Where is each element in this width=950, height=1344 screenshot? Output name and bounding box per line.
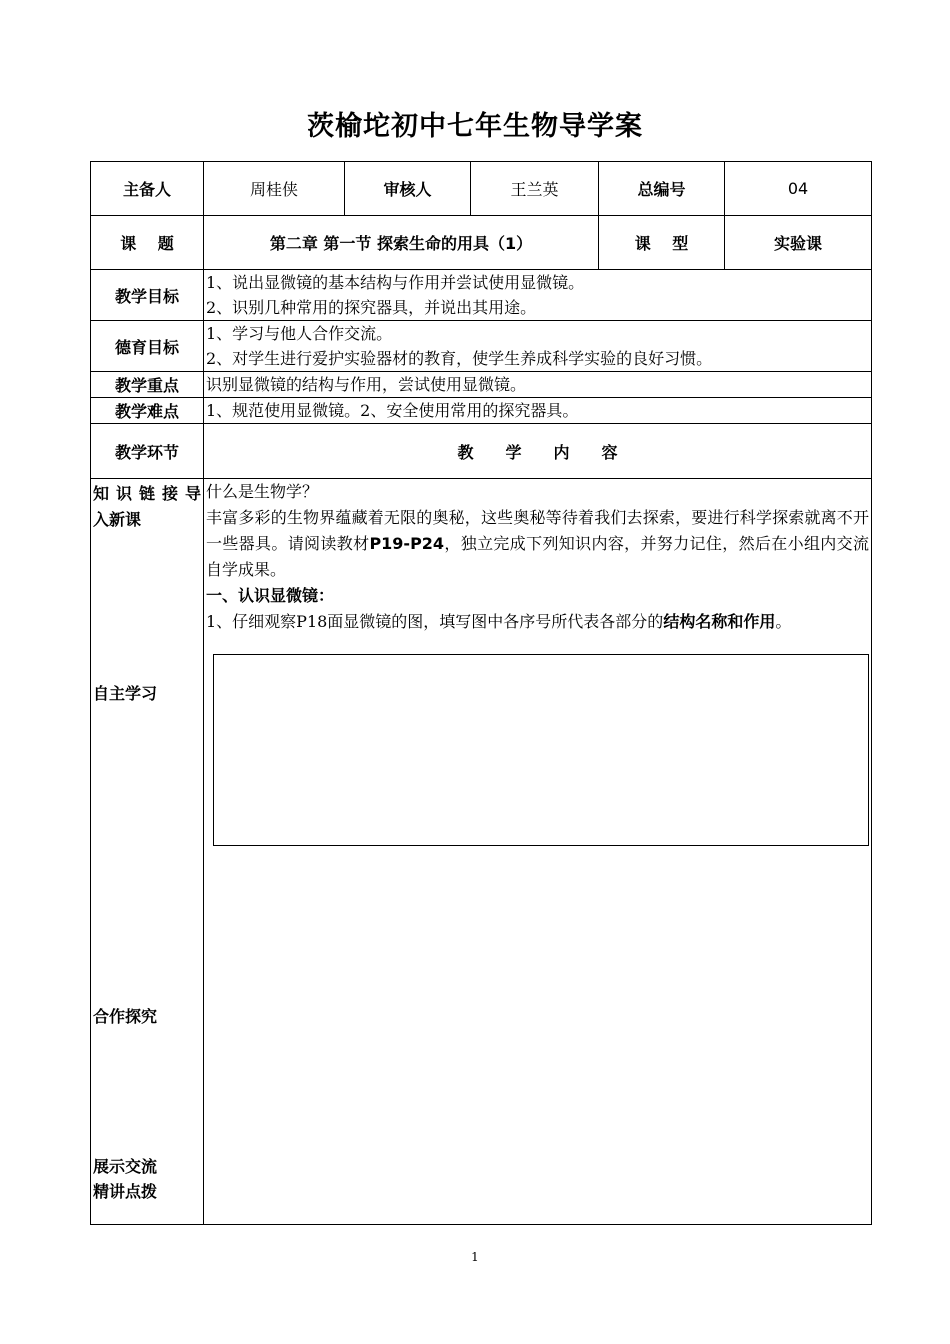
moral-objectives-row bbox=[91, 321, 872, 372]
difficulty-text: 1、规范使用显微镜。2、安全使用常用的探究器具。 bbox=[204, 398, 872, 424]
stage-column bbox=[91, 479, 204, 1225]
serial-value: 04 bbox=[725, 162, 872, 216]
content-column bbox=[204, 479, 872, 1225]
document-title: 茨榆坨初中七年生物导学案 bbox=[307, 111, 643, 142]
intro-paragraph-part: 丰富多彩的生物界蕴藏着无限的奥秘，这些奥秘等待着我们去探索，要进行科学探索就离不开一些器具。请阅读教材 bbox=[206, 508, 869, 553]
task-item-text: 。 bbox=[775, 612, 792, 631]
type-label: 课 型 bbox=[599, 216, 725, 270]
preparer-label: 主备人 bbox=[91, 162, 204, 216]
task-item-text: 1、仔细观察P18面显微镜的图，填写图中各序号所代表各部分的 bbox=[206, 612, 664, 631]
difficulty-row bbox=[91, 398, 872, 424]
topic-label: 课 题 bbox=[91, 216, 204, 270]
key-points-label: 教学重点 bbox=[91, 372, 204, 398]
teaching-objectives-label: 教学目标 bbox=[91, 270, 204, 321]
reviewer-value: 王兰英 bbox=[471, 162, 599, 216]
stage-self-study-label: 自主学习 bbox=[93, 684, 158, 703]
serial-label: 总编号 bbox=[599, 162, 725, 216]
textbook-pages: P19-P24 bbox=[369, 534, 445, 553]
preparer-value: 周桂侠 bbox=[204, 162, 345, 216]
teaching-objectives-text bbox=[204, 270, 872, 321]
teaching-objective-item: 2、识别几种常用的探究器具，并说出其用途。 bbox=[206, 298, 537, 317]
moral-objectives-label: 德育目标 bbox=[91, 321, 204, 372]
microscope-figure-box bbox=[213, 654, 869, 846]
section-header-row bbox=[91, 424, 872, 479]
moral-objective-item: 1、学习与他人合作交流。 bbox=[206, 324, 393, 343]
topic-row bbox=[91, 216, 872, 270]
moral-objective-item: 2、对学生进行爱护实验器材的教育，使学生养成科学实验的良好习惯。 bbox=[206, 349, 713, 368]
stage-label: 教学环节 bbox=[91, 424, 204, 479]
body-row bbox=[91, 479, 872, 1225]
task-item-1 bbox=[204, 609, 871, 635]
teaching-objective-item: 1、说出显微镜的基本结构与作用并尝试使用显微镜。 bbox=[206, 273, 585, 292]
intro-paragraph-part: ，独立完成下列知识内容，并努力记住，然后在小组内交流自学成果。 bbox=[206, 534, 869, 579]
page-number: 1 bbox=[471, 1250, 479, 1264]
stage-explanation-label: 精讲点拨 bbox=[93, 1182, 158, 1201]
key-points-row bbox=[91, 372, 872, 398]
section-heading-microscope: 一、认识显微镜： bbox=[206, 586, 335, 605]
intro-question: 什么是生物学？ bbox=[206, 482, 319, 501]
difficulty-label: 教学难点 bbox=[91, 398, 204, 424]
task-item-emphasis: 结构名称和作用 bbox=[663, 612, 776, 631]
key-points-text: 识别显微镜的结构与作用，尝试使用显微镜。 bbox=[204, 372, 872, 398]
header-row bbox=[91, 162, 872, 216]
stage-presentation-label: 展示交流 bbox=[93, 1157, 158, 1176]
stage-cooperation-label: 合作探究 bbox=[93, 1007, 158, 1026]
reviewer-label: 审核人 bbox=[345, 162, 471, 216]
type-value: 实验课 bbox=[725, 216, 872, 270]
teaching-objectives-row bbox=[91, 270, 872, 321]
moral-objectives-text bbox=[204, 321, 872, 372]
stage-intro-label: 知 识 链 接 导入新课 bbox=[93, 484, 201, 529]
intro-paragraph bbox=[204, 505, 871, 583]
topic-value: 第二章 第一节 探索生命的用具（1） bbox=[204, 216, 599, 270]
content-label: 教 学 内 容 bbox=[204, 424, 872, 479]
lesson-plan-table bbox=[90, 161, 872, 1225]
